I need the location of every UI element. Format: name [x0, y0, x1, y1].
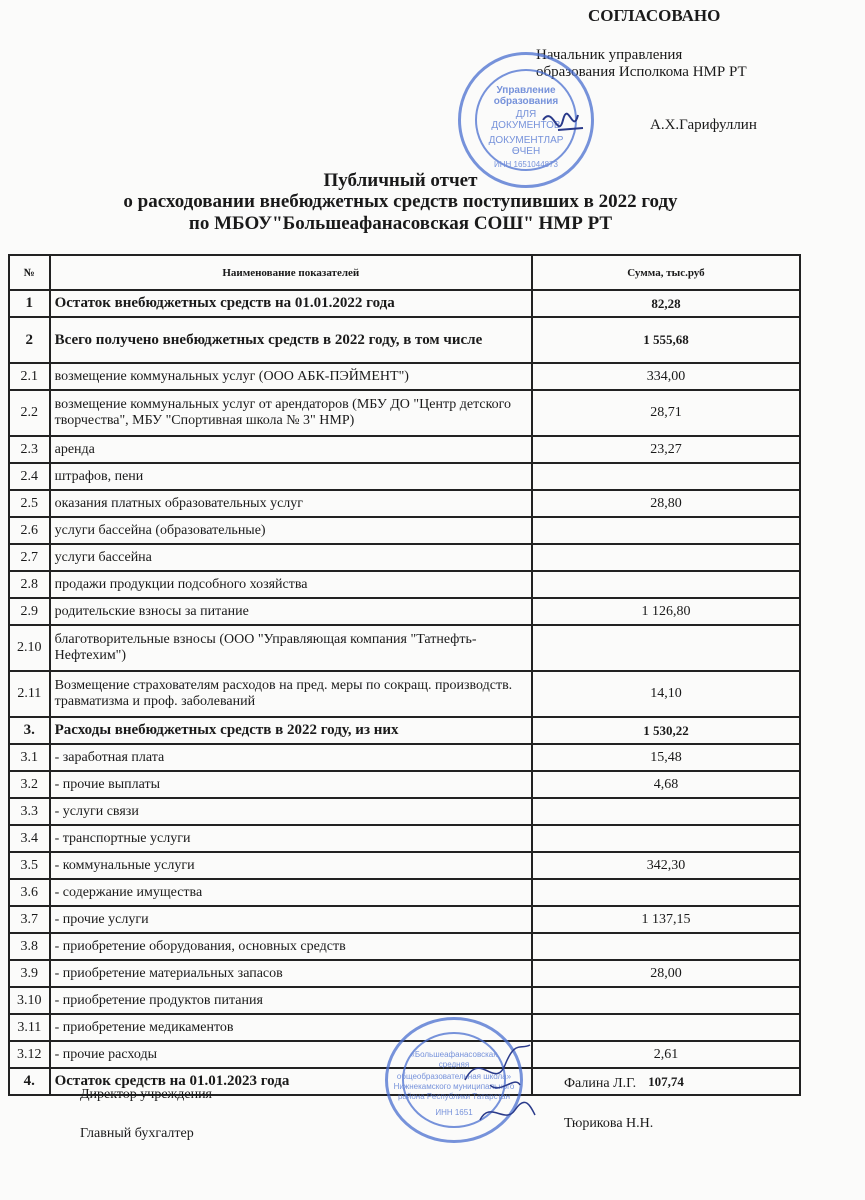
row-num: 2.9: [9, 598, 50, 625]
row-name: Возмещение страхователям расходов на пред. меры по сокращ. производств. травматизма и проф. заболеваний: [50, 671, 532, 717]
row-num: 3.2: [9, 771, 50, 798]
table-row: [9, 490, 800, 517]
row-sum: [532, 933, 800, 960]
stamp-text: общеобразовательная школа»: [396, 1072, 512, 1081]
row-name: оказания платных образовательных услуг: [50, 490, 532, 517]
table-row: [9, 771, 800, 798]
row-num: 2: [9, 317, 50, 363]
row-num: 2.6: [9, 517, 50, 544]
approval-name: А.Х.Гарифуллин: [650, 117, 757, 133]
signature-scribble-approver: [538, 100, 588, 145]
table-row: [9, 436, 800, 463]
row-sum: 1 126,80: [532, 598, 800, 625]
signature-scribble-director: [460, 1040, 540, 1130]
director-name: Фалина Л.Г.: [564, 1076, 637, 1091]
row-sum: 23,27: [532, 436, 800, 463]
row-name: - услуги связи: [50, 798, 532, 825]
table-row: [9, 852, 800, 879]
row-name: - прочие услуги: [50, 906, 532, 933]
row-name: благотворительные взносы (ООО "Управляющая компания "Татнефть-Нефтехим"): [50, 625, 532, 671]
row-num: 2.5: [9, 490, 50, 517]
row-sum: 1 137,15: [532, 906, 800, 933]
table-row: [9, 598, 800, 625]
row-name: аренда: [50, 436, 532, 463]
row-sum: [532, 625, 800, 671]
stamp-text: ДЛЯ: [515, 109, 537, 120]
table-row: [9, 933, 800, 960]
row-name: - заработная плата: [50, 744, 532, 771]
row-num: 2.10: [9, 625, 50, 671]
row-sum: [532, 517, 800, 544]
row-name: услуги бассейна: [50, 544, 532, 571]
row-num: 2.1: [9, 363, 50, 390]
row-name: Всего получено внебюджетных средств в 2022 году, в том числе: [50, 317, 532, 363]
row-sum: 107,74: [532, 1068, 800, 1095]
stamp-text: ИНН 1651044873: [493, 160, 559, 169]
row-sum: 1 555,68: [532, 317, 800, 363]
approval-position-line2: образования Исполкома НМР РТ: [536, 64, 747, 80]
table-row: [9, 390, 800, 436]
table-row: [9, 744, 800, 771]
row-num: 3.: [9, 717, 50, 744]
approval-title: СОГЛАСОВАНО: [588, 6, 721, 25]
row-name: продажи продукции подсобного хозяйства: [50, 571, 532, 598]
report-subtitle: о расходовании внебюджетных средств поступивших в 2022 году: [123, 191, 678, 212]
stamp-text: «Большеафанасовская: [410, 1050, 498, 1059]
table-row: [9, 825, 800, 852]
row-sum: [532, 571, 800, 598]
accountant-name: Тюрикова Н.Н.: [564, 1116, 654, 1131]
row-name: - приобретение продуктов питания: [50, 987, 532, 1014]
report-title: Публичный отчет: [323, 170, 478, 191]
row-sum: 1 530,22: [532, 717, 800, 744]
row-num: 3.5: [9, 852, 50, 879]
stamp-text: ДОКУМЕНТОВ: [491, 120, 561, 131]
row-name: - прочие выплаты: [50, 771, 532, 798]
row-num: 3.11: [9, 1014, 50, 1041]
row-name: - приобретение оборудования, основных средств: [50, 933, 532, 960]
row-name: возмещение коммунальных услуг (ООО АБК-ПЭЙМЕНТ"): [50, 363, 532, 390]
stamp-text: Управление: [496, 85, 556, 96]
row-num: 2.8: [9, 571, 50, 598]
header-sum: Сумма, тыс.руб: [532, 255, 800, 290]
row-num: 3.12: [9, 1041, 50, 1068]
stamp-text: средняя: [438, 1060, 470, 1069]
table-row: [9, 717, 800, 744]
approval-position-line1: Начальник управления: [536, 47, 683, 63]
stamp-text: ИНН 1651: [435, 1108, 473, 1117]
row-sum: [532, 825, 800, 852]
row-sum: 14,10: [532, 671, 800, 717]
table-row: [9, 960, 800, 987]
row-sum: [532, 987, 800, 1014]
row-name: - приобретение медикаментов: [50, 1014, 532, 1041]
row-sum: 28,71: [532, 390, 800, 436]
row-sum: [532, 798, 800, 825]
row-num: 3.1: [9, 744, 50, 771]
row-sum: 15,48: [532, 744, 800, 771]
row-num: 2.4: [9, 463, 50, 490]
row-num: 4.: [9, 1068, 50, 1095]
row-num: 3.7: [9, 906, 50, 933]
table-row: [9, 517, 800, 544]
table-row: [9, 671, 800, 717]
row-sum: 4,68: [532, 771, 800, 798]
row-name: - содержание имущества: [50, 879, 532, 906]
row-num: 2.7: [9, 544, 50, 571]
row-num: 3.10: [9, 987, 50, 1014]
row-num: 3.6: [9, 879, 50, 906]
table-row: [9, 317, 800, 363]
stamp-text: ӨЧЕН: [511, 146, 541, 157]
header-num: №: [9, 255, 50, 290]
row-num: 3.8: [9, 933, 50, 960]
row-sum: [532, 879, 800, 906]
table-row: [9, 544, 800, 571]
accountant-label: Главный бухгалтер: [80, 1126, 194, 1141]
table-row: [9, 571, 800, 598]
row-sum: 82,28: [532, 290, 800, 317]
table-header-row: [9, 255, 800, 290]
table-row: [9, 798, 800, 825]
row-sum: [532, 1014, 800, 1041]
row-num: 2.2: [9, 390, 50, 436]
row-name: - транспортные услуги: [50, 825, 532, 852]
table-row: [9, 625, 800, 671]
row-num: 1: [9, 290, 50, 317]
row-sum: [532, 544, 800, 571]
stamp-text: образования: [493, 96, 559, 107]
stamp-text: района Республики Татарстан: [397, 1092, 511, 1101]
row-name: возмещение коммунальных услуг от арендаторов (МБУ ДО "Центр детского творчества", МБУ "Спортивная школа № 3" НМР): [50, 390, 532, 436]
report-table: [8, 254, 801, 1096]
table-row: [9, 879, 800, 906]
row-sum: 334,00: [532, 363, 800, 390]
director-label: Директор учреждения: [80, 1087, 212, 1102]
header-name: Наименование показателей: [50, 255, 532, 290]
row-name: штрафов, пени: [50, 463, 532, 490]
table-row: [9, 987, 800, 1014]
row-name: услуги бассейна (образовательные): [50, 517, 532, 544]
row-name: Остаток средств на 01.01.2023 года: [50, 1068, 532, 1095]
table-row: [9, 463, 800, 490]
table-row: [9, 290, 800, 317]
row-sum: 28,00: [532, 960, 800, 987]
row-num: 3.3: [9, 798, 50, 825]
row-num: 2.11: [9, 671, 50, 717]
row-name: - прочие расходы: [50, 1041, 532, 1068]
row-num: 2.3: [9, 436, 50, 463]
row-num: 3.4: [9, 825, 50, 852]
row-name: Остаток внебюджетных средств на 01.01.2022 года: [50, 290, 532, 317]
row-sum: 342,30: [532, 852, 800, 879]
row-name: Расходы внебюджетных средств в 2022 году, из них: [50, 717, 532, 744]
table-row: [9, 906, 800, 933]
row-sum: 2,61: [532, 1041, 800, 1068]
report-organization: по МБОУ"Большеафанасовская СОШ" НМР РТ: [188, 213, 613, 234]
row-sum: 28,80: [532, 490, 800, 517]
row-num: 3.9: [9, 960, 50, 987]
row-name: - коммунальные услуги: [50, 852, 532, 879]
row-sum: [532, 463, 800, 490]
row-name: - приобретение материальных запасов: [50, 960, 532, 987]
stamp-text: Нижнекамского муниципального: [393, 1082, 515, 1091]
row-name: родительские взносы за питание: [50, 598, 532, 625]
table-row: [9, 363, 800, 390]
stamp-text: ДОКУМЕНТЛАР: [488, 135, 564, 146]
